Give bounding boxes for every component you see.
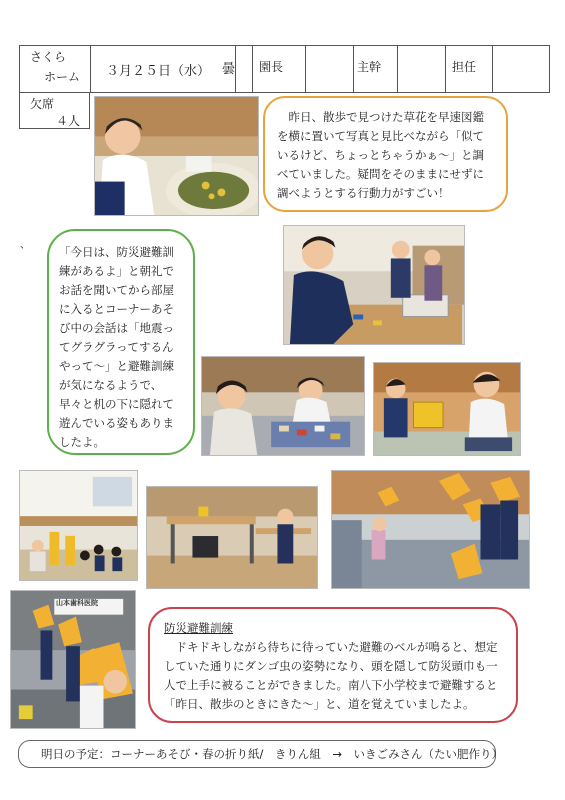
- tomorrow-plan-box: [18, 740, 504, 768]
- photo-puzzle: [201, 356, 365, 456]
- weather-cell: [236, 46, 253, 92]
- evacuation-body: ドキドキしながら待ちに待っていた避難のベルが鳴ると、想定していた通りにダンゴ虫の姿勢になり、頭を隠して防災頭巾も一人で上手に被ることができました。南八下小学校まで避難すると「昨日、散歩のときにきた～」と、道を覚えていましたよ。: [164, 640, 498, 711]
- absent-label: 欠席: [30, 97, 55, 111]
- absent-count: ４人: [56, 114, 81, 128]
- bubble-drill-talk-text: 「今日は、防災避難訓練があるよ」と朝礼でお話を聞いてから部屋に入るとコーナーあそび中の会話は「地震ってグラグラってするんやって～」と避難訓練が気になるようで、早々と机の下に隠れて遊んでいる姿もありましたよ。: [59, 245, 174, 449]
- photo-disaster-hoods: [331, 470, 530, 589]
- head-teacher-stamp-cell: [398, 46, 446, 92]
- date-text: ３月２５日（水）: [106, 64, 211, 79]
- bubble-flowers-text: 昨日、散歩で見つけた草花を早速図鑑を横に置いて写真と見比べながら「似ているけど、ちょっとちゃうかぁ～」と調べていました。疑問をそのままにせずに調べようとする行動力がすごい！: [277, 110, 484, 200]
- speech-bubble-flowers: [263, 96, 508, 212]
- class-name-line2: ホーム: [44, 70, 81, 84]
- teacher-stamp-cell: [493, 46, 549, 92]
- photo-children-under-desks: [146, 486, 318, 589]
- photo-outdoor-evacuation: [10, 590, 136, 729]
- class-name-line1: さくら: [30, 50, 67, 64]
- photo-block-play: [283, 225, 465, 345]
- photo-sign-text: 山本歯科医院: [56, 599, 98, 607]
- photo-yellow-toy-under-table: [373, 362, 521, 456]
- photo-child-with-flowers: [94, 96, 259, 216]
- tomorrow-plan-text: 明日の予定：コーナーあそび・春の折り紙/ きりん組 → いきごみさん（たい肥作り）: [41, 747, 504, 761]
- principal-label: 園長: [259, 60, 284, 74]
- photo-classroom-wide: [19, 470, 138, 581]
- teacher-label: 担任: [452, 60, 477, 74]
- head-teacher-label: 主幹: [357, 60, 382, 74]
- speech-bubble-evacuation: [148, 607, 518, 723]
- evacuation-title: 防災避難訓練: [164, 621, 233, 635]
- speech-bubble-drill-talk: [47, 229, 195, 455]
- stray-mark: 、: [20, 240, 30, 251]
- principal-stamp-cell: [306, 46, 354, 92]
- weather-text: 曇: [222, 62, 236, 77]
